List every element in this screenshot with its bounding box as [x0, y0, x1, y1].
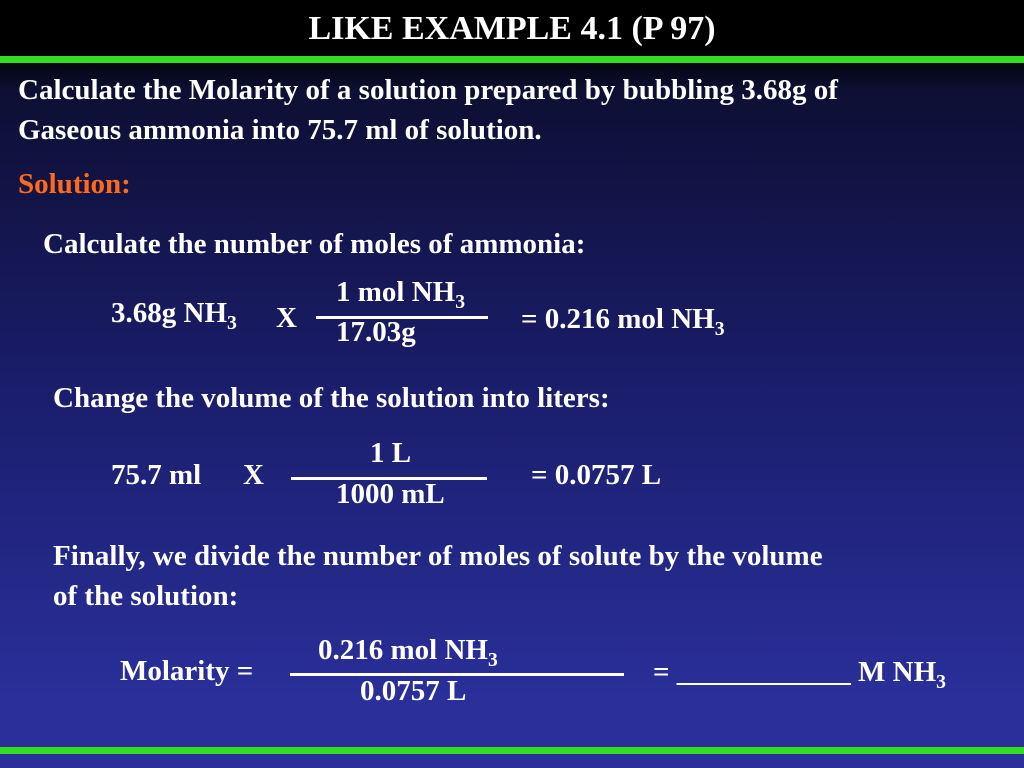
step2-denominator: 1000 mL: [336, 478, 445, 510]
step2-result: = 0.0757 L: [531, 459, 662, 491]
molarity-label: Molarity =: [120, 655, 254, 687]
top-accent-bar: [0, 56, 1024, 63]
step3-heading-line-1: Finally, we divide the number of moles of solute by the volume: [53, 540, 823, 572]
step1-denominator: 17.03g: [336, 316, 416, 348]
bottom-accent-bar: [0, 747, 1024, 754]
step2-given: 75.7 ml: [111, 459, 202, 491]
problem-line-1: Calculate the Molarity of a solution prepared by bubbling 3.68g of: [18, 74, 838, 106]
step2-multiply-sign: X: [243, 459, 264, 491]
step1-numerator: 1 mol $NH_3$: [336, 276, 466, 313]
solution-label: Solution:: [18, 168, 131, 200]
step3-result-blank: = ____________ M $NH_3$: [653, 656, 947, 693]
step3-numerator: 0.216 mol $NH_3$: [318, 634, 498, 671]
step1-multiply-sign: X: [276, 302, 297, 334]
step1-given: 3.68g $NH_3$: [111, 297, 237, 334]
slide-title: LIKE EXAMPLE 4.1 (P 97): [308, 10, 716, 47]
step3-heading-line-2: of the solution:: [53, 580, 239, 612]
step2-heading: Change the volume of the solution into liters:: [53, 382, 610, 414]
step2-numerator: 1 L: [370, 437, 412, 469]
problem-line-2: Gaseous ammonia into 75.7 ml of solution.: [18, 114, 542, 146]
step1-heading: Calculate the number of moles of ammonia:: [43, 228, 586, 260]
step1-result: = 0.216 mol $NH_3$: [521, 303, 725, 340]
step3-denominator: 0.0757 L: [360, 675, 467, 707]
